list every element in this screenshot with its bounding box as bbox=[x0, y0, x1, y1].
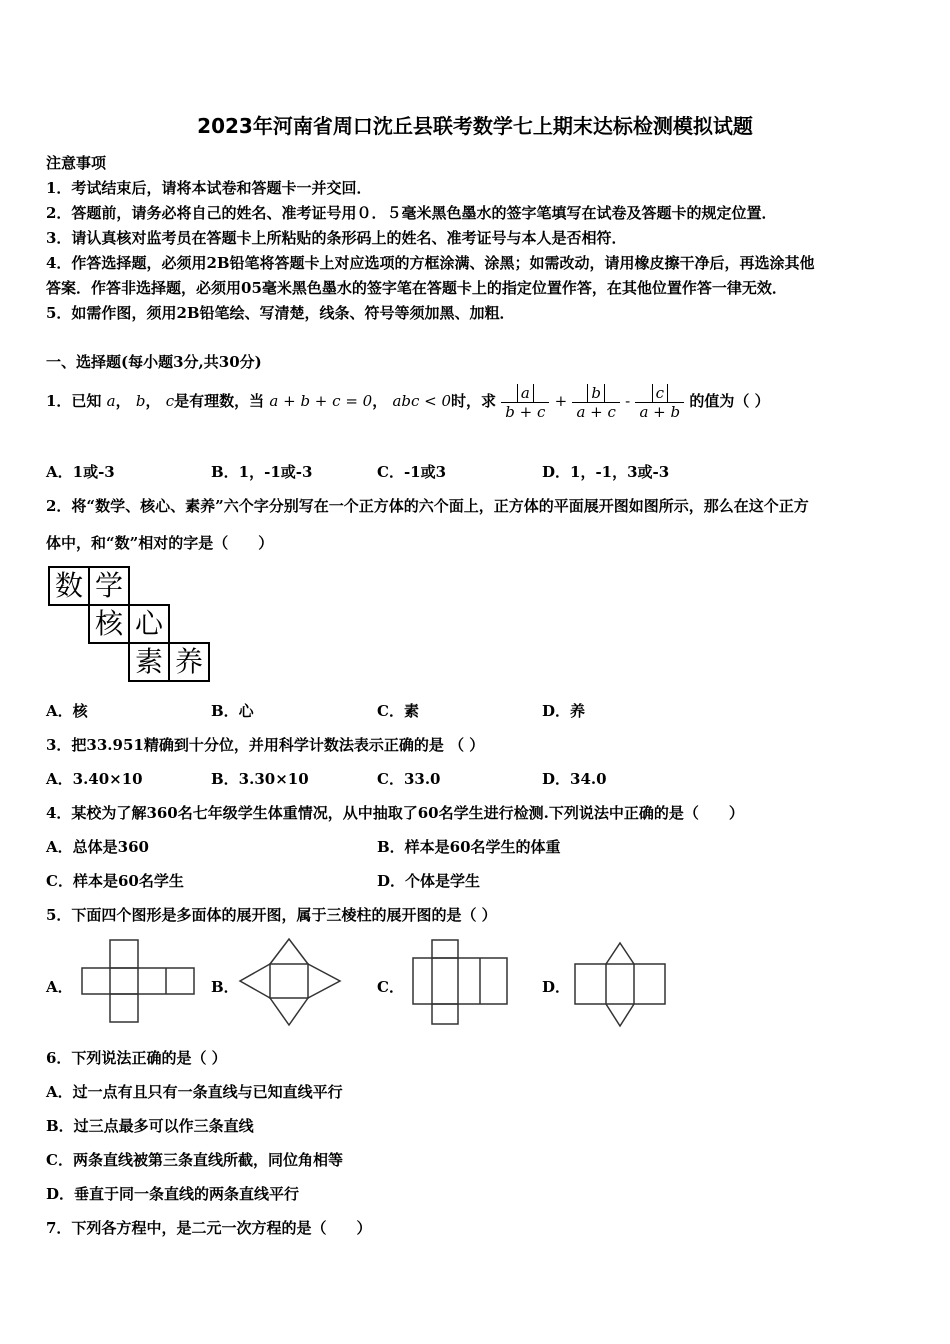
q1-var-a: a bbox=[106, 392, 116, 410]
q1-condition-product: abc < 0 bbox=[392, 392, 452, 410]
net-figure-a bbox=[80, 938, 196, 1026]
q1-plus: + bbox=[554, 392, 568, 410]
q2-option-c[interactable]: C．素 bbox=[377, 702, 419, 720]
question-5: 5．下面四个图形是多面体的展开图，属于三棱柱的展开图的是（ ） bbox=[46, 906, 497, 924]
q1-fraction-2: $\frac{b}{a + c}$ bbox=[572, 384, 619, 421]
q3-option-d[interactable]: D．34.0 bbox=[542, 770, 607, 788]
question-6: 6．下列说法正确的是（ ） bbox=[46, 1049, 227, 1067]
q1-suffix: 的值为（ ） bbox=[689, 392, 770, 410]
q5-option-d[interactable]: D． bbox=[542, 978, 571, 996]
notes-heading: 注意事项 bbox=[46, 154, 107, 172]
q1-var-b: b bbox=[135, 392, 146, 410]
q1-when: 时，求 bbox=[451, 392, 497, 410]
q1-sep: ， bbox=[145, 392, 161, 410]
q5-option-c[interactable]: C． bbox=[377, 978, 404, 996]
q3-option-b[interactable]: B．3.30×10 bbox=[211, 770, 309, 788]
q4-option-b[interactable]: B．样本是60名学生的体重 bbox=[377, 838, 561, 856]
cube-face-shu: 数 bbox=[48, 566, 90, 606]
q1-fraction-3: $\frac{c}{a + b}$ bbox=[635, 384, 684, 421]
question-2-line-2: 体中，和“数”相对的字是（ ） bbox=[46, 534, 274, 552]
q1-mid: 是有理数，当 bbox=[174, 392, 265, 410]
note-item: 5．如需作图，须用2B铅笔绘、写清楚，线条、符号等须加黑、加粗． bbox=[46, 304, 515, 322]
q3-option-a[interactable]: A．3.40×10 bbox=[46, 770, 143, 788]
question-4: 4．某校为了解360名七年级学生体重情况，从中抽取了60名学生进行检测.下列说法中正确的是（ ） bbox=[46, 804, 744, 822]
cube-face-su: 素 bbox=[128, 642, 170, 682]
q3-option-c[interactable]: C．33.0 bbox=[377, 770, 441, 788]
cube-face-xue: 学 bbox=[88, 566, 130, 606]
q4-option-c[interactable]: C．样本是60名学生 bbox=[46, 872, 184, 890]
q1-sep: ， bbox=[115, 392, 131, 410]
question-3: 3．把33.951精确到十分位，并用科学计数法表示正确的是 （ ） bbox=[46, 736, 485, 754]
q1-var-c: c bbox=[165, 392, 175, 410]
page-title: 2023年河南省周口沈丘县联考数学七上期末达标检测模拟试题 bbox=[197, 114, 753, 138]
note-item: 4．作答选择题，必须用2B铅笔将答题卡上对应选项的方框涂满、涂黑；如需改动，请用橡皮擦干净后，再选涂其他 bbox=[46, 254, 815, 272]
q1-option-b[interactable]: B．1，-1或-3 bbox=[211, 463, 313, 481]
q1-option-d[interactable]: D．1，-1，3或-3 bbox=[542, 463, 670, 481]
q2-option-a[interactable]: A．核 bbox=[46, 702, 88, 720]
q6-option-a[interactable]: A．过一点有且只有一条直线与已知直线平行 bbox=[46, 1083, 343, 1101]
cube-face-xin: 心 bbox=[128, 604, 170, 644]
q2-option-b[interactable]: B．心 bbox=[211, 702, 254, 720]
note-item: 3．请认真核对监考员在答题卡上所粘贴的条形码上的姓名、准考证号与本人是否相符． bbox=[46, 229, 627, 247]
question-7: 7．下列各方程中，是二元一次方程的是（ ） bbox=[46, 1219, 372, 1237]
question-1 bbox=[46, 382, 770, 421]
q4-option-d[interactable]: D．个体是学生 bbox=[377, 872, 481, 890]
net-figure-d bbox=[570, 940, 670, 1030]
note-item: 1．考试结束后，请将本试卷和答题卡一并交回． bbox=[46, 179, 372, 197]
q1-fraction-1: $\frac{a}{b + c}$ bbox=[501, 384, 549, 421]
cube-face-yang: 养 bbox=[168, 642, 210, 682]
q6-option-b[interactable]: B．过三点最多可以作三条直线 bbox=[46, 1117, 254, 1135]
q4-option-a[interactable]: A．总体是360 bbox=[46, 838, 149, 856]
q1-option-c[interactable]: C．-1或3 bbox=[377, 463, 447, 481]
q6-option-d[interactable]: D．垂直于同一条直线的两条直线平行 bbox=[46, 1185, 300, 1203]
question-2-line-1: 2．将“数学、核心、素养”六个字分别写在一个正方体的六个面上，正方体的平面展开图如图所示，那么在这个正方 bbox=[46, 497, 809, 515]
q5-option-a[interactable]: A． bbox=[46, 978, 73, 996]
q1-sep: ， bbox=[372, 392, 388, 410]
q1-option-a[interactable]: A．1或-3 bbox=[46, 463, 115, 481]
net-figure-b bbox=[236, 936, 344, 1028]
cube-face-he: 核 bbox=[88, 604, 130, 644]
q5-option-b[interactable]: B． bbox=[211, 978, 239, 996]
q1-condition-sum: a + b + c = 0 bbox=[269, 392, 373, 410]
section-heading: 一、选择题(每小题3分,共30分) bbox=[46, 353, 262, 371]
q1-prefix: 1．已知 bbox=[46, 392, 102, 410]
note-item: 2．答题前，请务必将自己的姓名、准考证号用０．５毫米黑色墨水的签字笔填写在试卷及答题卡的规定位置． bbox=[46, 204, 777, 222]
net-figure-c bbox=[410, 938, 510, 1028]
q1-minus: - bbox=[625, 392, 631, 410]
note-item: 答案．作答非选择题，必须用05毫米黑色墨水的签字笔在答题卡上的指定位置作答，在其他位置作答一律无效． bbox=[46, 279, 787, 297]
q6-option-c[interactable]: C．两条直线被第三条直线所截，同位角相等 bbox=[46, 1151, 343, 1169]
q2-option-d[interactable]: D．养 bbox=[542, 702, 586, 720]
